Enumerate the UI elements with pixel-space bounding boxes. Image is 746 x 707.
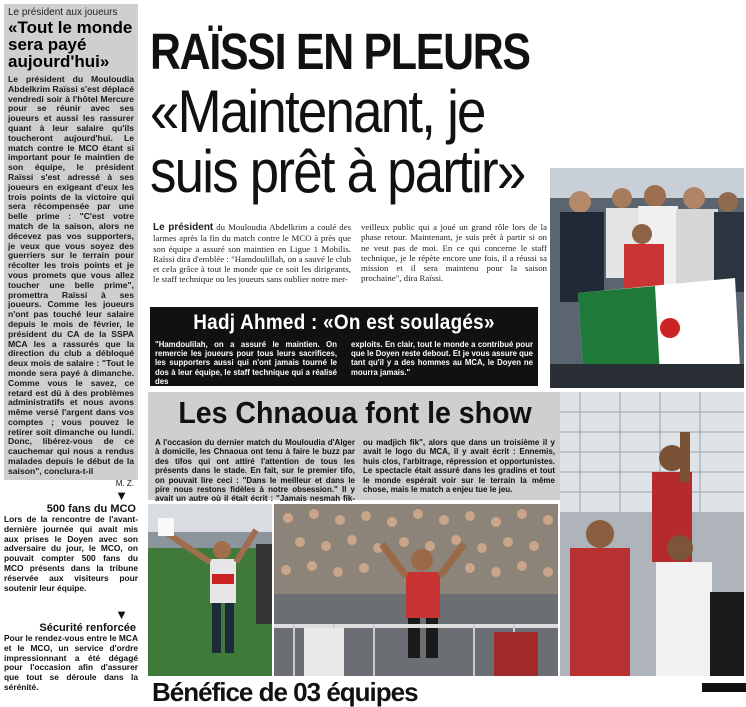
bottom-black-bar (702, 683, 746, 692)
brief-title: 500 fans du MCO (46, 503, 136, 515)
photo-celebration-image (550, 168, 744, 388)
subheadline: «Maintenant, je suis prêt à partir» (150, 78, 525, 205)
sidebar-box (4, 4, 138, 488)
chnaoua-title: Les Chnaoua font le show (178, 395, 532, 430)
photo-child-image (148, 504, 272, 676)
photo-players-image (560, 392, 744, 676)
brief-text: Pour le rendez-vous entre le MCA et le MCO, un service d'ordre impressionnant a été dégagé pour l'occasion afin d'assurer que tout se déroule dans la sérénité. (4, 633, 138, 692)
photo-child-fan (148, 504, 272, 676)
sidebar-quote: «Tout le monde sera payé aujourd'hui» (8, 18, 133, 71)
article-lead-word: Le président (153, 222, 214, 233)
article-column-1 (153, 222, 351, 285)
photo-celebration (550, 168, 744, 388)
bottom-teaser-strip (146, 677, 746, 707)
photo-crowd-tribune (274, 504, 558, 676)
chnaoua-column-1: A l'occasion du dernier match du Mouloudia d'Alger à domicile, les Chnaoua ont tenu à faire le buzz par des tifos qui ont attiré l'attention de tous les présents dans le stade. En fait, sur le premier tifo, on pouvait lire ceci : "Dans le meilleur et dans le pire nous restons fidèles à notre obsession." Il y avait un autre où il était écrit : "Jamais nesmah fik- (155, 438, 355, 504)
sidebar-kicker: Le président aux joueurs (8, 7, 118, 18)
brief-title: Sécurité renforcée (39, 622, 136, 634)
photo-players-celebrating (560, 392, 744, 676)
article-column-2: veilleux public qui a joué un grand rôle lors de la phase retour. Maintenant, je suis prêt à partir si on ne veut pas de moi. En ce qui concerne le staff technique, je le répète encore une fois, il a réussi sa mission et il sera maintenu pour la saison prochaine", dira Raïssi. (361, 222, 547, 284)
brief-securite (4, 608, 138, 693)
sidebar-body: Le président du Mouloudia Abdelkrim Raïssi s'est déplacé vendredi soir à l'hôtel Mercure pour se réunir avec ses joueurs et aussi les rassurer quant à leur salaire qu'ils toucheront aujourd'hui. Le match contre le MCO étant si important pour le maintien de son équipe, le président Raïssi s'est adressé à ses joueurs en exigeant d'eux les trois points de la victoire qui sera récompensée par une belle prime : "C'est votre match de la saison, alors ne décevez pas vos supporters, je veux que vous soyez des guerriers sur le terrain pour récolter les trois points et je vous promets que vous allez toucher une belle prime", promettra Raïssi à ses joueurs. Comme les joueurs n'ont pas touché leur salaire depuis le mois de février, le président du CA de la SSPA MCA les a rassurés que la direction du club a débloqué deux mois de salaire : "Tout le monde sera payé à dimanche. Comme vous le savez, ce retard est dû à des problèmes administratifs et nous avons même versé l'argent dans vos comptes ; vous pouvez le retirer soit dimanche ou lundi. Donc, libérez-vous de ce cauchemar qui nous a rendus malades depuis le début de la saison", conclura-t-il (8, 74, 134, 476)
chnaoua-column-2: ou madjich fik", alors que dans un troisième il y avait le logo du MCA, il y avait écrit : Ennemis, huis clos, l'arbitrage, répression et opportunistes. Le spectacle était assuré dans les gradins et tout le monde espérait voir sur le terrain la même chose, mais le match a enjeu tue le jeu. (363, 438, 555, 495)
bottom-teaser-title: Bénéfice de 03 équipes (152, 677, 418, 707)
photo-crowd-image (274, 504, 558, 676)
sidebar-signature: M. Z. (115, 478, 134, 488)
article-col1-text: du Mouloudia Abdelkrim a coulé des larmes après la fin du match contre le MCO à près que son équipe a assuré son maintien en Ligue 1 Mobilis. Raïssi dira d'emblée : "Hamdoulillah, on a sauvé le club et cela grâce à tout le monde que ce soit les dirigeants, le staff technique ou les joueurs sans oublier notre mer- (153, 222, 351, 285)
arrow-down-icon: ▼ (115, 607, 128, 622)
headline: RAÏSSI EN PLEURS (150, 23, 530, 80)
hadj-ahmed-col1: "Hamdoulilah, on a assuré le maintien. On remercie les joueurs pour tous leurs sacrifices, les supporters aussi qui n'ont jamais tourné le dos à leur équipe, le staff technique qui a réalisé des (155, 340, 337, 386)
hadj-ahmed-box (150, 307, 538, 386)
hadj-ahmed-col2: exploits. En clair, tout le monde a contribué pour que le Doyen reste debout. Et je vous assure que tant qu'il y a des hommes au MCA, le Doyen ne mourra jamais." (351, 340, 533, 377)
brief-text: Lors de la rencontre de l'avant-dernière journée qui avait mis aux prises le Doyen avec son adversaire du jour, le MCO, on pouvait compter 500 fans du MCO présents dans la tribune réservée aux visiteurs pour soutenir leur équipe. (4, 514, 138, 593)
hadj-ahmed-title: Hadj Ahmed : «On est soulagés» (193, 311, 495, 334)
arrow-down-icon: ▼ (115, 488, 128, 503)
brief-500-fans (4, 489, 138, 593)
